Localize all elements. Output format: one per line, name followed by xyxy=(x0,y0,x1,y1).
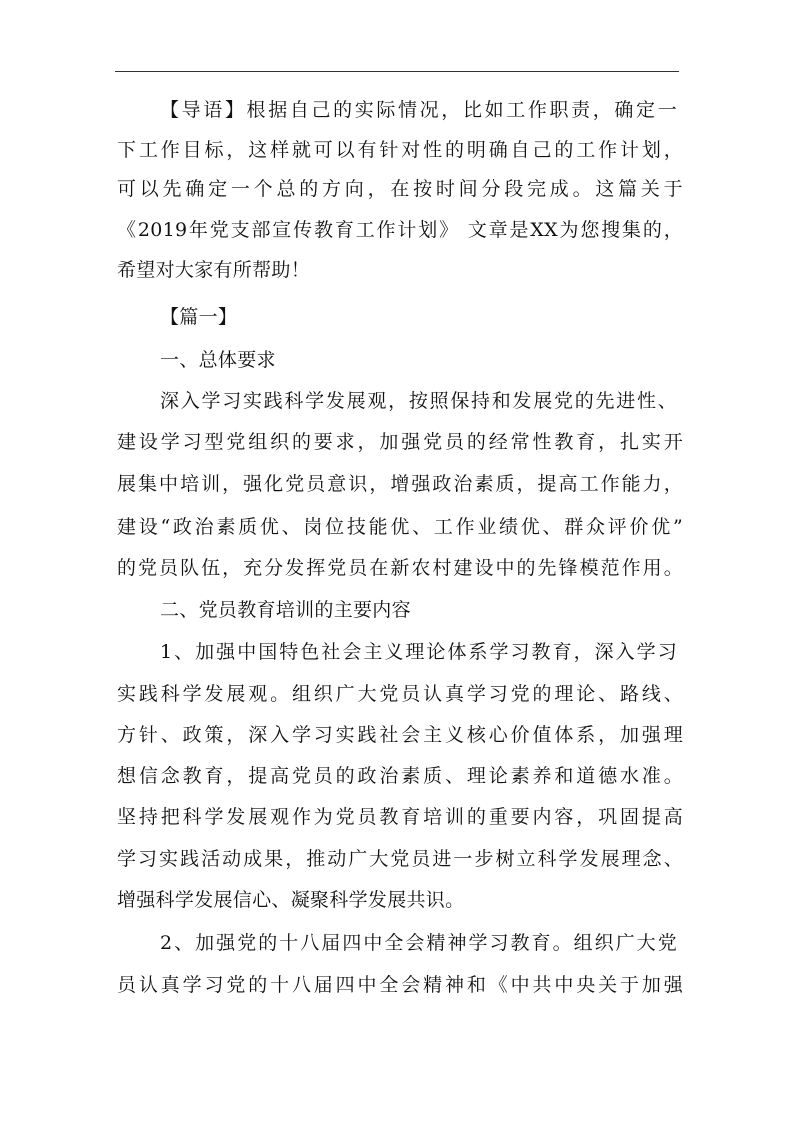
para1-line-1: 深入学习实践科学发展观，按照保持和发展党的先进性、 xyxy=(160,390,677,412)
para1-line-5: 的党员队伍，充分发挥党员在新农村建设中的先锋模范作用。 xyxy=(117,557,683,579)
subheading-1: 一、总体要求 xyxy=(160,349,276,371)
para1-line-3: 展集中培训，强化党员意识，增强政治素质，提高工作能力， xyxy=(117,473,683,495)
para2-line-2: 实践科学发展观。组织广大党员认真学习党的理论、路线、 xyxy=(117,683,683,705)
intro-line-2: 下工作目标，这样就可以有针对性的明确自己的工作计划， xyxy=(117,139,683,161)
intro-line-5: 希望对大家有所帮助！ xyxy=(117,259,311,281)
para2-line-3: 方针、政策，深入学习实践社会主义核心价值体系，加强理 xyxy=(117,724,683,746)
para3-line-2: 员认真学习党的十八届四中全会精神和《中共中央关于加强 xyxy=(117,974,683,996)
para2-line-5: 坚持把科学发展观作为党员教育培训的重要内容，巩固提高 xyxy=(117,806,683,828)
intro-line-1: 【导语】根据自己的实际情况，比如工作职责，确定一 xyxy=(160,99,677,121)
para1-line-2: 建设学习型党组织的要求，加强党员的经常性教育，扎实开 xyxy=(117,431,683,453)
subheading-2: 二、党员教育培训的主要内容 xyxy=(160,599,411,621)
para2-line-7: 增强科学发展信心、凝聚科学发展共识。 xyxy=(117,889,465,911)
para2-line-1: 1、加强中国特色社会主义理论体系学习教育，深入学习 xyxy=(160,641,677,663)
para2-line-4: 想信念教育，提高党员的政治素质、理论素养和道德水准。 xyxy=(117,765,683,787)
para2-line-6: 学习实践活动成果，推动广大党员进一步树立科学发展理念、 xyxy=(117,848,683,870)
para3-line-1: 2、加强党的十八届四中全会精神学习教育。组织广大党 xyxy=(160,932,677,954)
intro-line-4: 《2019年党支部宣传教育工作计划》 文章是XX为您搜集的， xyxy=(117,219,683,241)
intro-line-3: 可以先确定一个总的方向，在按时间分段完成。这篇关于 xyxy=(117,178,683,200)
para1-line-4: 建设“政治素质优、岗位技能优、工作业绩优、群众评价优” xyxy=(117,516,683,538)
section-heading: 【篇一】 xyxy=(160,306,238,328)
